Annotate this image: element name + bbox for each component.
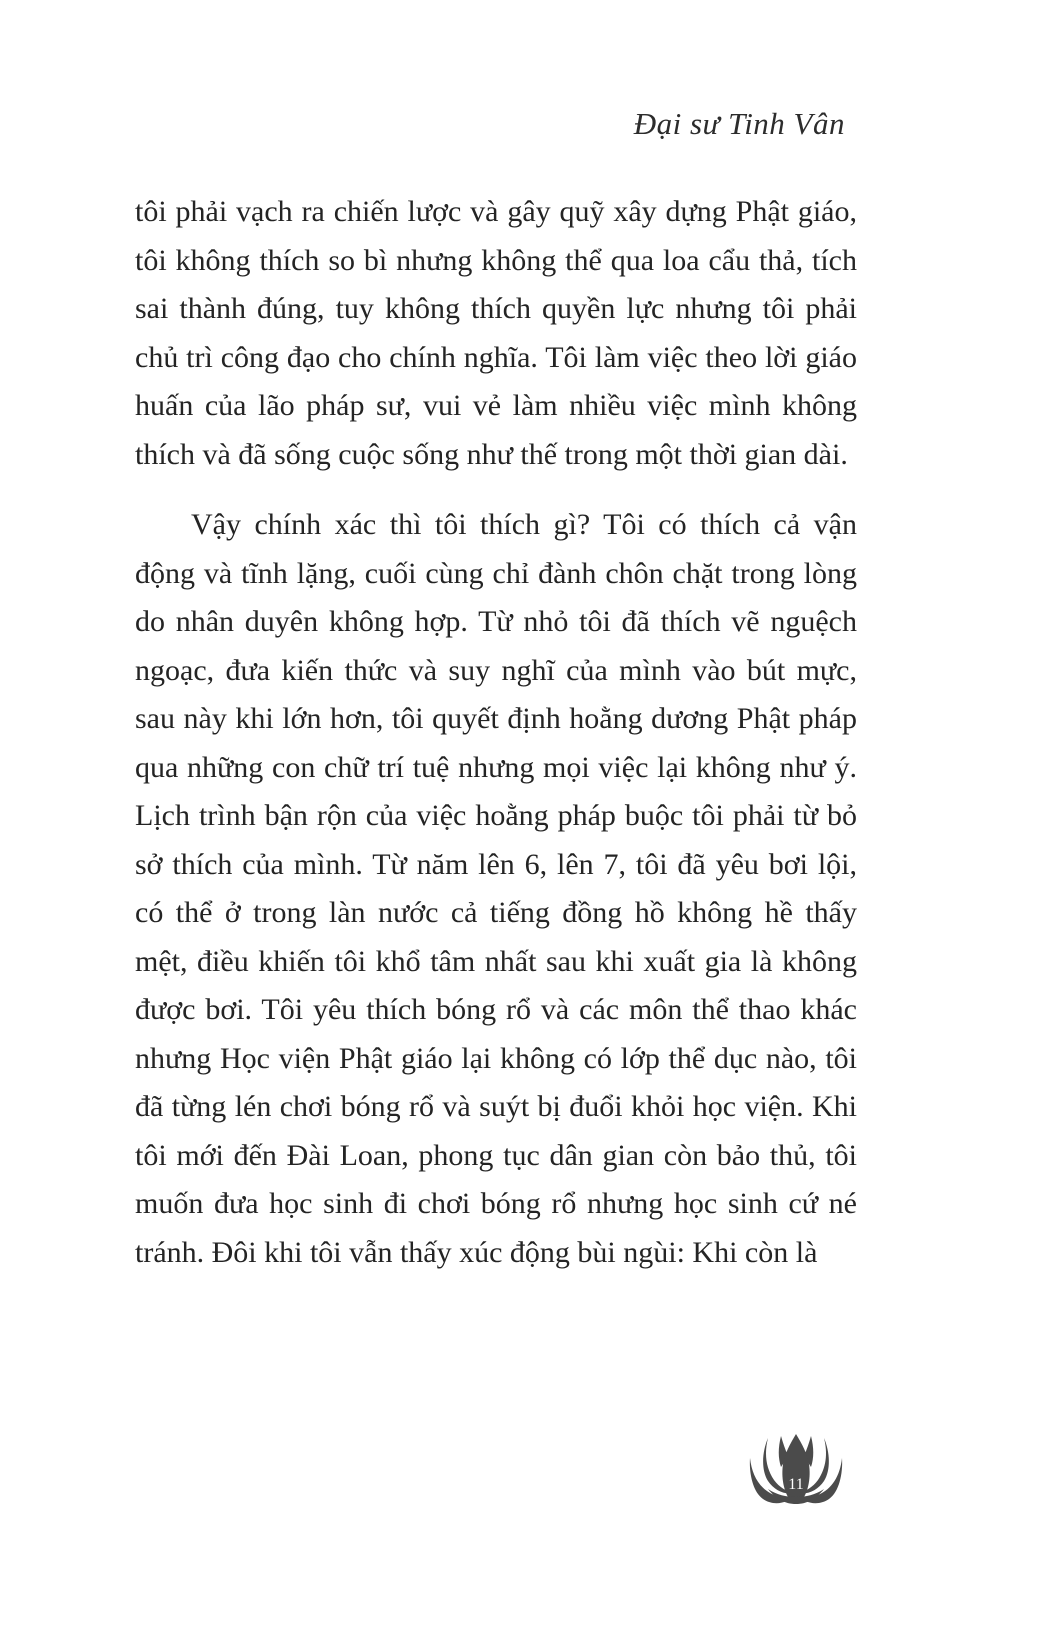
paragraph: tôi phải vạch ra chiến lược và gây quỹ xây dựng Phật giáo, tôi không thích so bì nhưng không thể qua loa cẩu thả, tích sai thành đúng, tuy không thích quyền lực nhưng tôi phải chủ trì công đạo cho chính nghĩa. Tôi làm việc theo lời giáo huấn của lão pháp sư, vui vẻ làm nhiều việc mình không thích và đã sống cuộc sống như thế trong một thời gian dài.: [135, 195, 857, 471]
page-footer: [748, 1434, 846, 1514]
running-header-author: Đại sư Tinh Vân: [633, 106, 845, 141]
page-number: 11: [788, 1476, 804, 1493]
paragraph: Vậy chính xác thì tôi thích gì? Tôi có thích cả vận động và tĩnh lặng, cuối cùng chỉ đành chôn chặt trong lòng do nhân duyên không hợp. Từ nhỏ tôi đã thích vẽ nguệch ngoạc, đưa kiến thức và suy nghĩ của mình vào bút mực, sau này khi lớn hơn, tôi quyết định hoằng dương Phật pháp qua những con chữ trí tuệ nhưng mọi việc lại không như ý. Lịch trình bận rộn của việc hoằng pháp buộc tôi phải từ bỏ sở thích của mình. Từ năm lên 6, lên 7, tôi đã yêu bơi lội, có thể ở trong làn nước cả tiếng đồng hồ không hề thấy mệt, điều khiến tôi khổ tâm nhất sau khi xuất gia là không được bơi. Tôi yêu thích bóng rổ và các môn thể thao khác nhưng Học viện Phật giáo lại không có lớp thể dục nào, tôi đã từng lén chơi bóng rổ và suýt bị đuổi khỏi học viện. Khi tôi mới đến Đài Loan, phong tục dân gian còn bảo thủ, tôi muốn đưa học sinh đi chơi bóng rổ nhưng học sinh cứ né tránh. Đôi khi tôi vẫn thấy xúc động bùi ngùi: Khi còn là: [135, 508, 857, 1269]
lotus-icon: [748, 1434, 844, 1512]
body-text: [135, 188, 857, 1299]
